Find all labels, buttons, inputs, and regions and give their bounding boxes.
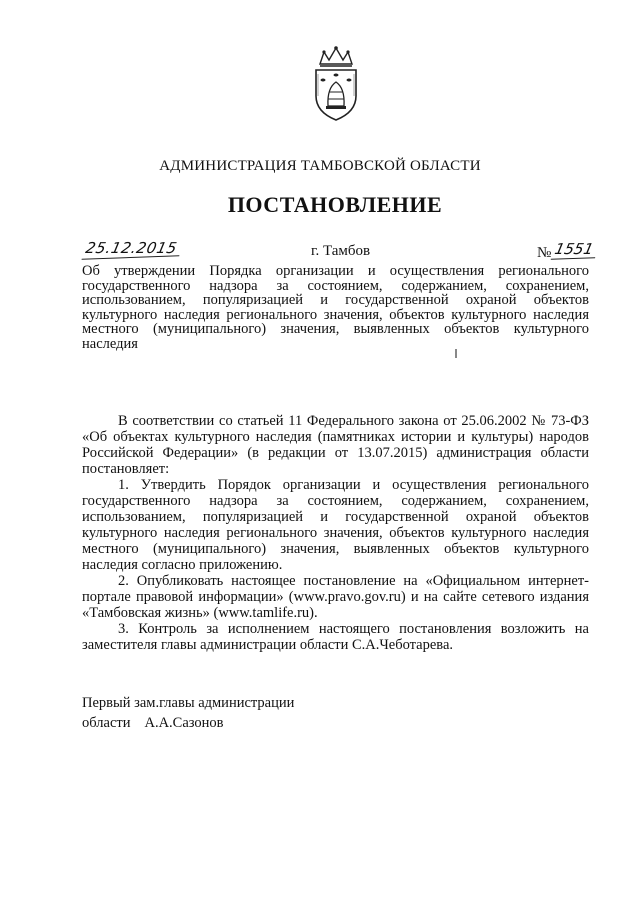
item-paragraph-1: 1. Утвердить Порядок организации и осуществления регионального государственного надзора за состоянием, содержанием, сохранением, использованием, популяризацией и государственной охраной объектов культурного наследия регионального значения, объектов культурного наследия местного (муниципального) значения, выявленных объектов культурного наследия согласно приложению. xyxy=(82,477,589,573)
document-subject: Об утверждении Порядка организации и осуществления регионального государственного надзора за состоянием, содержанием, сохранением, использованием, популяризацией и государственной охраной объектов культурного наследия регионального значения, объектов культурного наследия местного (муниципального) значения, выявленных объектов культурного наследия xyxy=(82,263,589,352)
document-body xyxy=(82,413,589,653)
document-number-block xyxy=(537,240,596,262)
document-meta-row xyxy=(84,239,596,265)
item-paragraph-3: 3. Контроль за исполнением настоящего постановления возложить на заместителя главы администрации области С.А.Чеботарева. xyxy=(82,621,589,653)
scan-artifact xyxy=(455,349,457,358)
tambov-coat-of-arms-icon xyxy=(306,44,366,124)
number-sign: № xyxy=(537,245,552,261)
document-number: 1551 xyxy=(553,240,596,258)
document-city: г. Тамбов xyxy=(311,243,371,259)
signature-block xyxy=(82,693,294,733)
item-paragraph-2: 2. Опубликовать настоящее постановление на «Официальном интернет-портале правовой информации» (www.pravo.gov.ru) и на сайте сетевого издания «Тамбовская жизнь» (www.tamlife.ru). xyxy=(82,573,589,621)
signatory-line xyxy=(82,713,294,733)
document-date: 25.12.2015 xyxy=(84,239,179,257)
signatory-name: А.А.Сазонов xyxy=(144,715,224,731)
signatory-position-line1: Первый зам.главы администрации xyxy=(82,695,295,711)
signatory-position-line2: области xyxy=(82,715,131,731)
preamble-paragraph: В соответствии со статьей 11 Федерального закона от 25.06.2002 № 73-ФЗ «Об объектах культурного наследия (памятниках истории и культуры) народов Российской Федерации» (в редакции от 13.07.2015) администрация области постановляет: xyxy=(82,413,589,477)
organization-name: АДМИНИСТРАЦИЯ ТАМБОВСКОЙ ОБЛАСТИ xyxy=(159,158,481,174)
document-type-title: ПОСТАНОВЛЕНИЕ xyxy=(227,192,443,217)
